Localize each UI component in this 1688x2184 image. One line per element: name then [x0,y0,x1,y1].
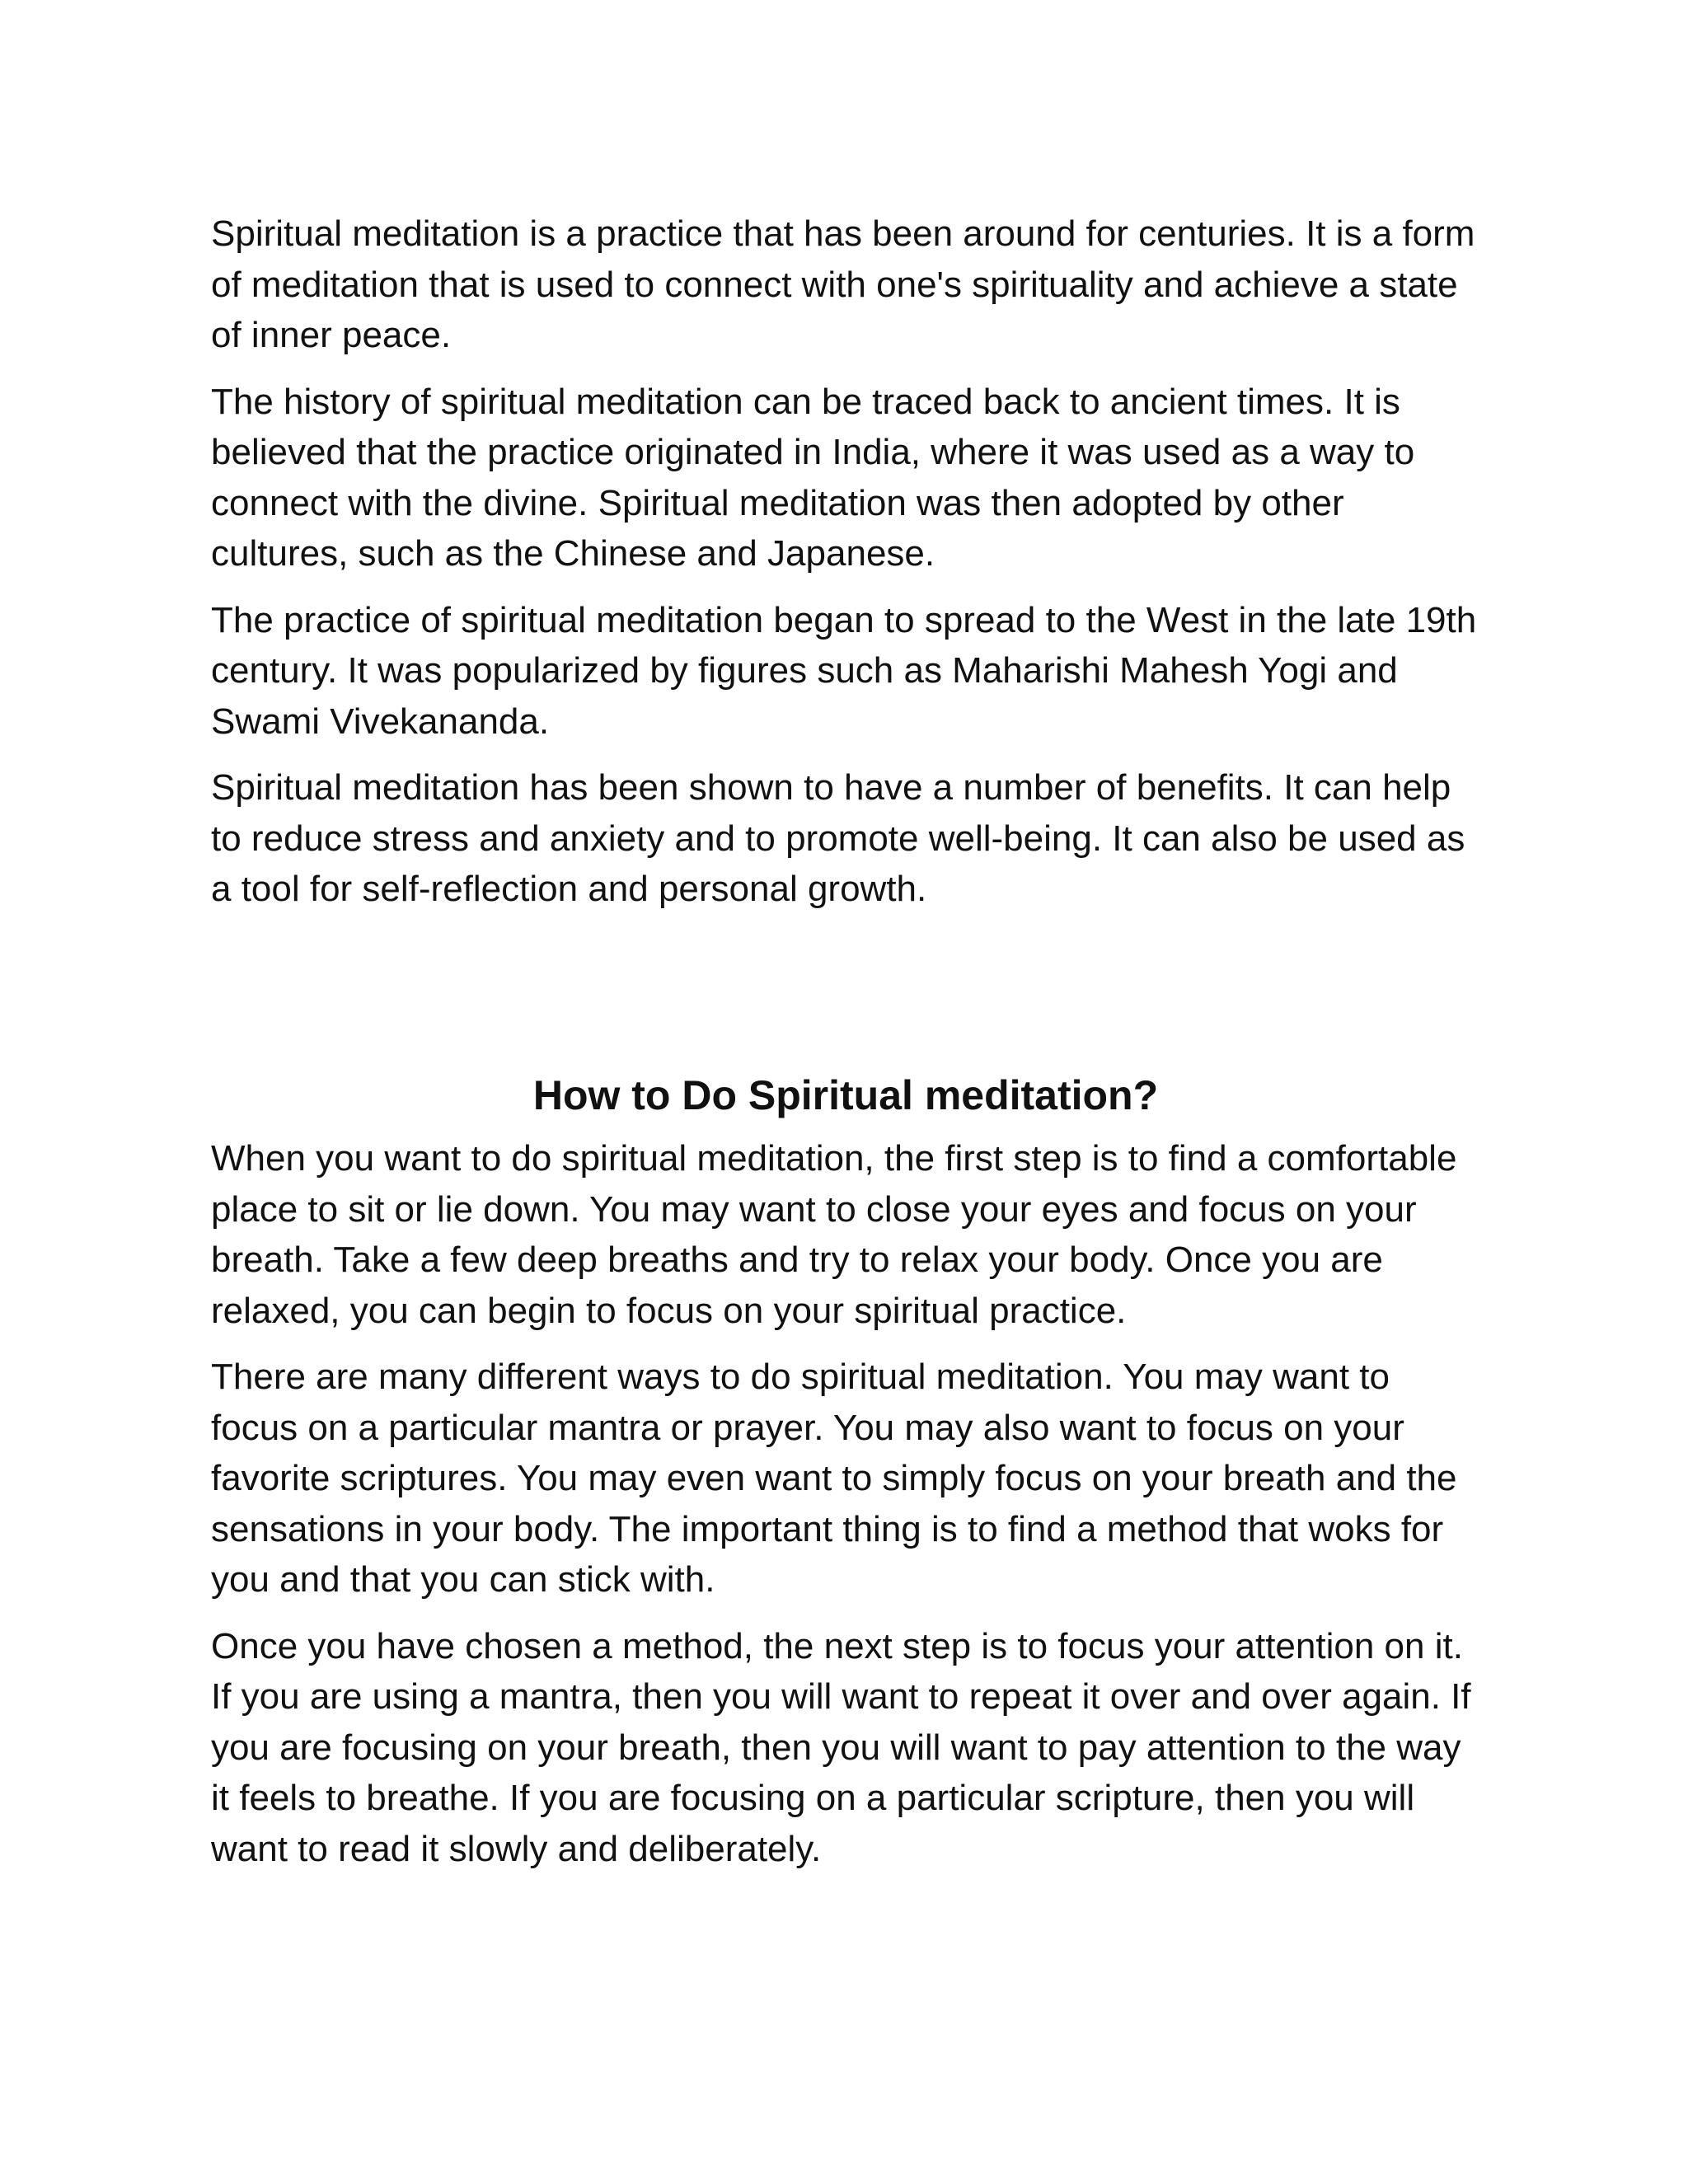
intro-paragraph-1: Spiritual meditation is a practice that has been around for centuries. It is a form of meditation that is used to connect with one's spirituality and achieve a state of inner peace. [211,213,1475,355]
section-heading: How to Do Spiritual meditation? [532,1072,1159,1118]
how-to-section [211,1069,1480,1890]
how-to-paragraph-3: Once you have chosen a method, the next step is to focus your attention on it. If you are using a mantra, then you will want to repeat it over and over again. If you are focusing on your breath, then you will want to pay attention to the way it feels to breathe. If you are focusing on a particular scripture, then you will want to read it slowly and deliberately. [211,1625,1471,1869]
intro-section [211,209,1480,930]
how-to-paragraph-1: When you want to do spiritual meditation, the first step is to find a comfortable place to sit or lie down. You may want to close your eyes and focus on your breath. Take a few deep breaths and try to relax your body. Once you are relaxed, you can begin to focus on your spiritual practice. [211,1138,1457,1331]
intro-paragraph-4: Spiritual meditation has been shown to have a number of benefits. It can help to reduce stress and anxiety and to promote well-being. It can also be used as a tool for self-reflection and personal growth. [211,767,1465,909]
how-to-paragraph-2: There are many different ways to do spiritual meditation. You may want to focus on a particular mantra or prayer. You may also want to focus on your favorite scriptures. You may even want to simply focus on your breath and the sensations in your body. The important thing is to find a method that woks for you and that you can stick with. [211,1357,1457,1600]
intro-paragraph-2: The history of spiritual meditation can be traced back to ancient times. It is believed that the practice originated in India, where it was used as a way to connect with the divine. Spiritual meditation was then adopted by other cultures, such as the Chinese and Japanese. [211,381,1415,574]
intro-paragraph-3: The practice of spiritual meditation began to spread to the West in the late 19th century. It was popularized by figures such as Maharishi Mahesh Yogi and Swami Vivekananda. [211,599,1477,742]
